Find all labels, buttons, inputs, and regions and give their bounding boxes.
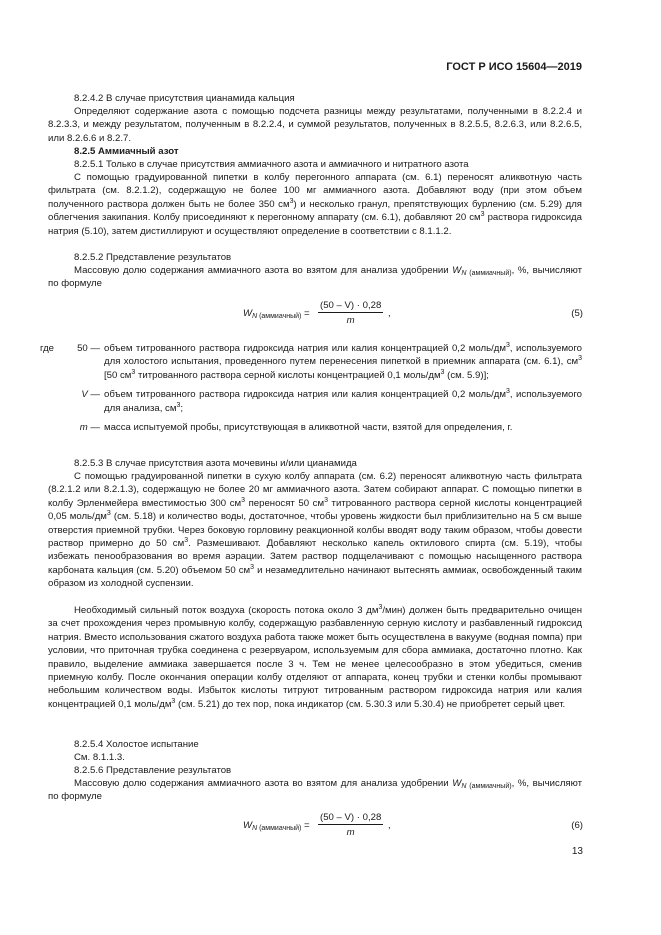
- section-8-2-5-title: 8.2.5 Аммиачный азот: [74, 146, 179, 157]
- variable-definitions: [40, 342, 582, 434]
- document-page: ГОСТ Р ИСО 15604—2019 8.2.4.2 В случае присутствия цианамида кальция Определяют содержание азота с помощью подсчета разницы между результатами, полученными в 8.2.2.4 и 8.2.3.3, и между результатом, полученным в 8.2.2.4, и суммой результатов, полученных в 8.2.5.5, 8.2.6.3, или 8.2.6.5, или 8.2.6.6 и 8.2.7. 8.2.5 Аммиачный азот 8.2.5.1 Только в случае присутствия аммиачного азота и аммиачного и нитратного азота С помощью градуированной пипетки в колбу перегонного аппарата (см. 6.1) переносят аликвотную часть фильтрата (см. 8.2.1.2), содержащую не более 100 мг аммиачного азота. Добавляют воду (при этом объем полученного раствора должен быть не более 350 $см^3$) и несколько гранул, препятствующих бурлению (см. 5.29) для облегчения закипания. Колбу присоединяют к перегонному аппарату (см. 6.1), добавляют 20 $см^3$ раствора гидроксида натрия (5.10), затем дистиллируют и осуществляют определение в соответствии с 8.1.1.2. 8.2.5.2 Представление результатов Массовую долю содержания аммиачного азота во взятом для анализа удобрении $W_{N (аммиачный)}$, %, вычисляют по формуле $W_{N (аммиачный)}$ = $\frac{(50 - V) \cdot 0,28}{m}$ , (5) где 50 — объем титрованного раствора гидроксида натрия или калия концентрацией 0,2 моль/$дм^3$, используемого для холостого испытания, проведенного путем перенесения пипеткой в приемник аппарата (см. 6.1), $см^3$ [50 $см^3$ титрованного раствора серной кислоты концентрацией 0,1 моль/$дм^3$ (см. 5.9)]; V — объем титрованного раствора гидроксида натрия или калия концентрацией 0,2 моль/$дм^3$, используемого для анализа, $см^3$; m — масса испытуемой пробы, присутствующая в аликвотной части, взятой для определения, г. 8.2.5.3 В случае присутствия азота мочевины и/или цианамида С помощью градуированной пипетки в сухую колбу аппарата (см. 6.2) переносят аликвотную часть фильтрата (8.2.1.2 или 8.2.1.3), содержащую не более 20 мг аммиачного азота. Затем собирают аппарат. С помощью пипетки в колбу Эрленмейера вместимостью 300 $см^3$ переносят 50 $см^3$ титрованного раствора серной кислоты концентрацией 0,05 моль/$дм^3$ (см. 5.18) и количество воды, достаточное, чтобы уровень жидкости был приблизительно на 5 см выше отверстия приемной трубки. Через боковую горловину реакционной колбы вводят воду таким образом, чтобы довести раствор примерно до 50 $см^3$. Размешивают. Добавляют несколько капель октилового спирта (см. 5.19), чтобы избежать пенообразования во время аэрации. Затем раствор подщелачивают с помощью насыщенного раствора карбоната кальция (см. 5.20) объемом 50 $см^3$ и незамедлительно начинают вытеснять аммиак, освобожденный таким образом из холодной суспензии. Необходимый сильный поток воздуха (скорость потока около 3 $дм^3/мин$) должен быть предварительно очищен за счет прохождения через промывную колбу, содержащую разбавленную серную кислоту и разбавленный гидроксид натрия. Вместо использования сжатого воздуха работа также может быть осуществлена в вакууме (водная помпа) при условии, что приточная трубка соединена с резервуаром, используемым для сбора аммиака, достаточно плотно. Как правило, выделение аммиака завершается после 3 ч. Тем не менее целесообразно в этом убедиться, сменив приемную колбу. После окончания операции колбу отделяют от аппарата, конец трубки и стенки колбы промывают небольшим количеством воды. Избыток кислоты титруют титрованным раствором гидроксида натрия или калия концентрацией 0,1 моль/$дм^3$ (см. 5.21) до тех пор, пока индикатор (см. 5.30.3 или 5.30.4) не приобретет серый цвет. 8.2.5.4 Холостое испытание См. 8.1.1.3. 8.2.5.6 Представление результатов Массовую долю содержания аммиачного азота во взятом для анализа удобрении $W_{N (аммиачный)}$, %, вычисляют по формуле $W_{N (аммиачный)}$ = $\frac{(50 - V) \cdot 0,28}{m}$ , (6) 13: [40, 61, 583, 857]
- section-8-2-5-6-text: Массовую долю содержания аммиачного азота во взятом для анализа удобрении $W_{N (аммиачный)}$, %, вычисляют по формуле: [48, 778, 582, 803]
- formula-5-numerator: (50 – V) · 0,28: [320, 300, 382, 311]
- formula-6-numerator: (50 – V) · 0,28: [320, 812, 382, 823]
- definition-label: m —: [79, 422, 100, 434]
- formula-5-lhs: $W_{N (аммиачный)}$ =: [243, 308, 310, 320]
- definition-text: масса испытуемой пробы, присутствующая в аликвотной части, взятой для определения, г.: [104, 422, 513, 434]
- definition-text: объем титрованного раствора гидроксида натрия или калия концентрацией 0,2 моль/$дм^3$, используемого для анализа, $см^3$;: [104, 388, 582, 414]
- formula-5-fraction: [318, 300, 383, 326]
- section-8-2-4-2-title: 8.2.4.2 В случае присутствия цианамида кальция: [74, 93, 295, 104]
- formula-5-denominator: m: [346, 315, 355, 326]
- section-8-2-5-2-title: 8.2.5.2 Представление результатов: [74, 252, 232, 263]
- formula-6-number: (6): [571, 820, 583, 831]
- definition-label: 50 —: [77, 343, 100, 354]
- definition-50: где 50 — объем титрованного раствора гидроксида натрия или калия концентрацией 0,2 моль/$дм^3$, используемого для холостого испытания, проведенного путем перенесения пипеткой в приемник аппарата (см. 6.1), $см^3$ [50 $см^3$ титрованного раствора серной кислоты концентрацией 0,1 моль/$дм^3$ (см. 5.9)];: [40, 342, 582, 381]
- document-header: ГОСТ Р ИСО 15604—2019: [446, 61, 582, 73]
- section-8-2-5-3-para2: Необходимый сильный поток воздуха (скорость потока около 3 $дм^3/мин$) должен быть предварительно очищен за счет прохождения через промывную колбу, содержащую разбавленную серную кислоту и разбавленный гидроксид натрия. Вместо использования сжатого воздуха работа также может быть осуществлена в вакууме (водная помпа) при условии, что приточная трубка соединена с резервуаром, используемым для сбора аммиака, достаточно плотно. Как правило, выделение аммиака завершается после 3 ч. Тем не менее целесообразно в этом убедиться, сменив приемную колбу. После окончания операции колбу отделяют от аппарата, конец трубки и стенки колбы промывают небольшим количеством воды. Избыток кислоты титруют титрованным раствором гидроксида натрия или калия концентрацией 0,1 моль/$дм^3$ (см. 5.21) до тех пор, пока индикатор (см. 5.30.3 или 5.30.4) не приобретет серый цвет.: [48, 604, 582, 710]
- section-8-2-5-2-text: Массовую долю содержания аммиачного азота во взятом для анализа удобрении $W_{N (аммиачный)}$, %, вычисляют по формуле: [48, 265, 582, 290]
- page-number: 13: [571, 846, 583, 857]
- section-8-2-5-4-title: 8.2.5.4 Холостое испытание: [74, 739, 199, 750]
- definition-m: [48, 421, 582, 434]
- section-8-2-5-3-title: 8.2.5.3 В случае присутствия азота мочевины и/или цианамида: [74, 458, 357, 469]
- section-8-2-5-1-title: 8.2.5.1 Только в случае присутствия аммиачного азота и аммиачного и нитратного азота: [74, 159, 469, 170]
- section-8-2-5-6-title: 8.2.5.6 Представление результатов: [74, 765, 232, 776]
- section-8-2-5-3-text: С помощью градуированной пипетки в сухую колбу аппарата (см. 6.2) переносят аликвотную часть фильтрата (8.2.1.2 или 8.2.1.3), содержащую не более 20 мг аммиачного азота. Затем собирают аппарат. С помощью пипетки в колбу Эрленмейера вместимостью 300 $см^3$ переносят 50 $см^3$ титрованного раствора серной кислоты концентрацией 0,05 моль/$дм^3$ (см. 5.18) и количество воды, достаточное, чтобы уровень жидкости был приблизительно на 5 см выше отверстия приемной трубки. Через боковую горловину реакционной колбы вводят воду таким образом, чтобы довести раствор примерно до 50 $см^3$. Размешивают. Добавляют несколько капель октилового спирта (см. 5.19), чтобы избежать пенообразования во время аэрации. Затем раствор подщелачивают с помощью насыщенного раствора карбоната кальция (см. 5.20) объемом 50 $см^3$ и незамедлительно начинают вытеснять аммиак, освобожденный таким образом из холодной суспензии.: [48, 471, 583, 590]
- section-8-2-4-2-text: Определяют содержание азота с помощью подсчета разницы между результатами, полученными в 8.2.2.4 и 8.2.3.3, и между результатом, полученным в 8.2.2.4, и суммой результатов, полученных в 8.2.5.5, 8.2.6.3, или 8.2.6.5, или 8.2.6.6 и 8.2.7.: [48, 106, 582, 144]
- definition-text: объем титрованного раствора гидроксида натрия или калия концентрацией 0,2 моль/$дм^3$, используемого для холостого испытания, проведенного путем перенесения пипеткой в приемник аппарата (см. 6.1), $см^3$ [50 $см^3$ титрованного раствора серной кислоты концентрацией 0,1 моль/$дм^3$ (см. 5.9)];: [104, 342, 582, 381]
- section-8-2-5-4-text: См. 8.1.1.3.: [74, 752, 125, 763]
- definition-label: V —: [81, 389, 100, 401]
- formula-6-denominator: m: [346, 827, 355, 838]
- formula-6-fraction: [318, 812, 383, 838]
- formula-6-lhs: $W_{N (аммиачный)}$ =: [243, 820, 310, 832]
- definition-v: [48, 388, 582, 415]
- formula-5-number: (5): [571, 308, 583, 319]
- section-8-2-5-1-text: С помощью градуированной пипетки в колбу перегонного аппарата (см. 6.1) переносят аликвотную часть фильтрата (см. 8.2.1.2), содержащую не более 100 мг аммиачного азота. Добавляют воду (при этом объем полученного раствора должен быть не более 350 $см^3$) и несколько гранул, препятствующих бурлению (см. 5.29) для облегчения закипания. Колбу присоединяют к перегонному аппарату (см. 6.1), добавляют 20 $см^3$ раствора гидроксида натрия (5.10), затем дистиллируют и осуществляют определение в соответствии с 8.1.1.2.: [48, 172, 582, 237]
